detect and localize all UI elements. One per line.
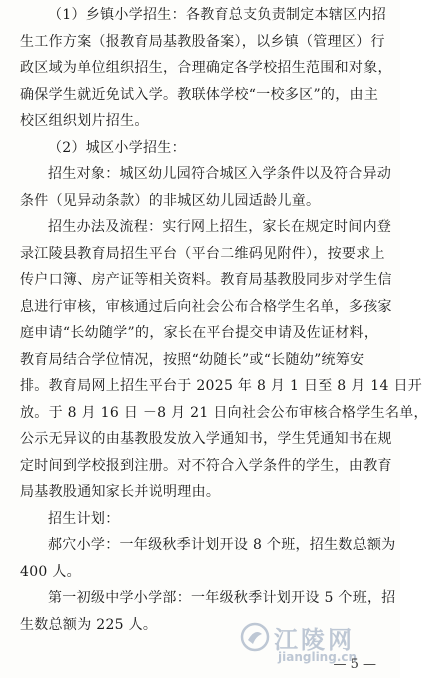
document-body bbox=[20, 2, 428, 638]
text-line: 确保学生就近免试入学。教联体学校“一校多区”的，由主 bbox=[20, 86, 379, 103]
text-line: 第一初级中学小学部：一年级秋季计划开设 5 个班，招 bbox=[48, 590, 396, 606]
text-line: （2）城区小学招生： bbox=[48, 139, 186, 156]
watermark-site-name: 江陵网 bbox=[274, 626, 355, 654]
text-line: 政区域为单位组织招生，合理确定各学校招生范围和对象， bbox=[20, 60, 392, 76]
text-line: 庭申请“长幼随学”的，家长在平台提交申请及佐证材料， bbox=[20, 325, 379, 341]
text-line: 局基教股通知家长并说明理由。 bbox=[20, 484, 221, 500]
text-line: 传户口簿、房产证等相关资料。教育局基教股同步对学生信 bbox=[20, 272, 392, 288]
text-line: 条件（见异动条款）的非城区幼儿园适龄儿童。 bbox=[20, 192, 321, 209]
text-line: 录江陵县教育局招生平台（平台二维码见附件），按要求上 bbox=[20, 245, 385, 262]
text-line: 生数总额为 225 人。 bbox=[20, 616, 158, 633]
text-line: 招生计划： bbox=[48, 510, 120, 527]
text-line: 生工作方案（报教育局基教股备案），以乡镇（管理区）行 bbox=[20, 33, 385, 50]
text-line: 公示无异议的由基教股发放入学通知书，学生凭通知书在规 bbox=[20, 431, 392, 447]
watermark-site-url: jiangling.cn bbox=[278, 650, 358, 664]
text-line: 400 人。 bbox=[20, 563, 81, 580]
text-line: 放。于 8 月 16 日 －8 月 21 日向社会公布审核合格学生名单， bbox=[20, 404, 428, 421]
text-line: 排。教育局网上招生平台于 2025 年 8 月 1 日至 8 月 14 日开 bbox=[20, 378, 423, 394]
text-line: 定时间到学校报到注册。对不符合入学条件的学生，由教育 bbox=[20, 457, 392, 474]
text-line: 校区组织划片招生。 bbox=[20, 113, 149, 129]
text-line: 郝穴小学：一年级秋季计划开设 8 个班，招生数总额为 bbox=[48, 537, 396, 553]
text-line: 招生办法及流程：实行网上招生，家长在规定时间内登 bbox=[48, 219, 392, 235]
text-line: 教育局结合学位情况，按照“幼随长”或“长随幼”统筹安 bbox=[20, 351, 365, 368]
text-line: 息进行审核，审核通过后向社会公布合格学生名单，多孩家 bbox=[20, 298, 392, 315]
page-number: — 5 — bbox=[333, 657, 376, 672]
text-line: （1）乡镇小学招生：各教育总支负责制定本辖区内招 bbox=[48, 7, 387, 23]
text-line: 招生对象：城区幼儿园符合城区入学条件以及符合异动 bbox=[48, 166, 392, 182]
site-logo-icon bbox=[240, 622, 270, 652]
